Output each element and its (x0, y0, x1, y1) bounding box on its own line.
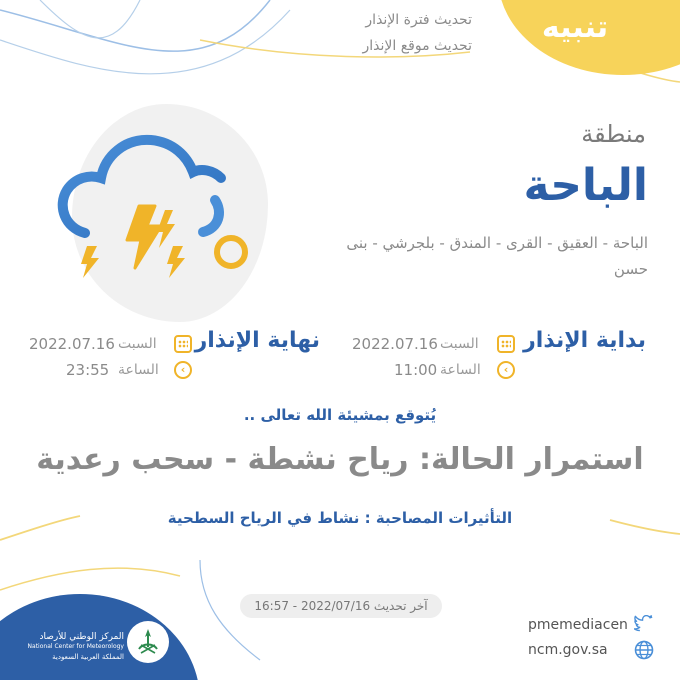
warning-end-day: السبت (118, 336, 157, 352)
region-label: منطقة (581, 120, 646, 148)
warning-end-date: 2022.07.16 (29, 335, 115, 353)
logo-text-arabic-sub: المملكة العربية السعودية (52, 653, 124, 661)
period-update-text: تحديث فترة الإنذار (365, 12, 472, 28)
clock-icon: ‹ (174, 361, 192, 379)
warning-start-date: 2022.07.16 (352, 335, 438, 353)
warning-end-time-label: الساعة (118, 362, 159, 378)
calendar-icon (174, 335, 192, 353)
warning-start-time: 11:00 (394, 361, 438, 379)
thunderstorm-cloud-icon (55, 128, 255, 288)
warning-start-day: السبت (440, 336, 479, 352)
website-link[interactable]: ncm.gov.sa (528, 642, 608, 658)
alert-badge-label: تنبيه (541, 10, 609, 45)
warning-end-title: نهاية الإنذار (194, 328, 320, 353)
warning-end-time: 23:55 (66, 361, 110, 379)
twitter-handle[interactable]: pmemediacen (528, 617, 628, 633)
logo-text-arabic: المركز الوطني للأرصاد (39, 632, 124, 642)
last-update-badge: آخر تحديث 2022/07/16 - 16:57 (240, 594, 442, 618)
calendar-icon (497, 335, 515, 353)
warning-start-title: بداية الإنذار (523, 328, 646, 353)
location-update-text: تحديث موقع الإنذار (362, 38, 472, 54)
forecast-status: استمرار الحالة: رياح نشطة - سحب رعدية (36, 442, 644, 477)
ncm-logo-icon (127, 621, 169, 663)
forecast-intro: يُتوقع بمشيئة الله تعالى .. (243, 406, 437, 424)
logo-text-english: National Center for Meteorology (27, 643, 124, 650)
twitter-icon[interactable] (634, 615, 654, 633)
warning-start-time-label: الساعة (440, 362, 481, 378)
region-name: الباحة (523, 160, 648, 211)
forecast-effects: التأثيرات المصاحبة : نشاط في الرياح السطحية (167, 509, 513, 527)
clock-icon: ‹ (497, 361, 515, 379)
globe-icon[interactable] (634, 640, 654, 660)
areas-list: الباحة - العقيق - القرى - المندق - بلجرشي - بنى حسن (346, 234, 648, 278)
